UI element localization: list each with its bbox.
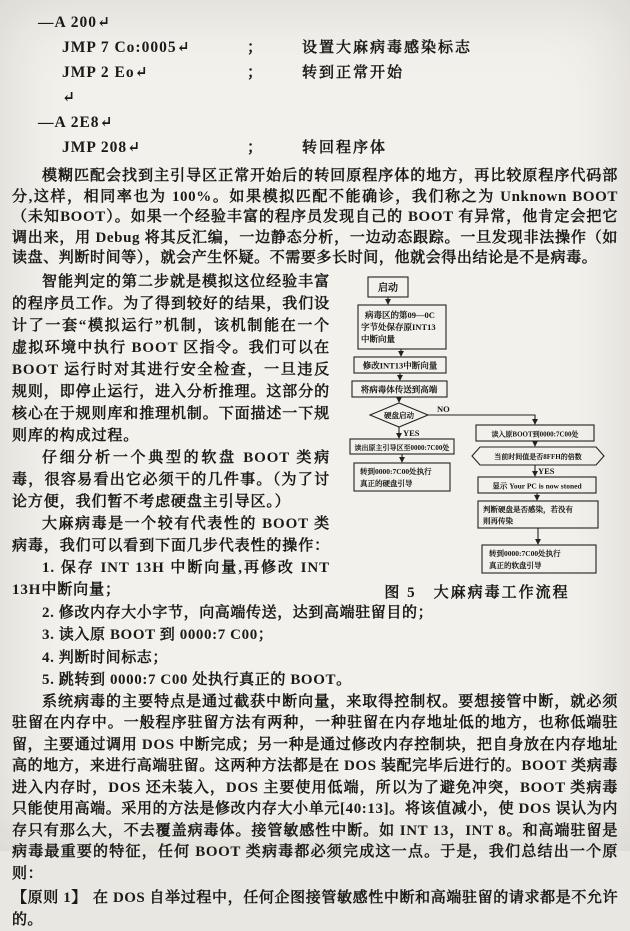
flow-node-jump-hd-boot xyxy=(354,463,450,491)
flow-text-jump-hd-2: 真正的硬盘引导 xyxy=(360,478,413,488)
flow-decision-time-check xyxy=(472,447,604,465)
principle-1-text: 在 DOS 自举过程中，任何企图接管敏感性中断和高端驻留的请求都是不允许的。 xyxy=(12,890,618,928)
flow-text-read-boot: 读入原BOOT到0000:7C00处 xyxy=(491,430,579,438)
paragraph-intelligent-judgement: 智能判定的第二步就是模拟这位经验丰富的程序员工作。为了得到较好的结果，我们设计了一套“模拟运行”机制，该机制能在一个虚拟环境中执行 BOOT 区指令。我们可以在 BOOT 运行时对其进行安全检查，一旦违反规则，即停止运行，进入分析推理。这部分的核心在于规则库和推理机制。下面描述一下规则库的构成过程。 xyxy=(12,273,331,444)
comment-separator: ； xyxy=(247,64,264,81)
debug-line xyxy=(12,60,618,85)
flow-text-jump-hd-1: 转到0000:7C00处执行 xyxy=(360,466,432,476)
list-item-5: 5. 跳转到 0000:7 C00 处执行真正的 BOOT。 xyxy=(42,672,352,688)
figure-5 xyxy=(330,271,618,602)
flow-text-save-3: 中断向量 xyxy=(361,333,396,344)
principle-1-tag: 【原则 1】 xyxy=(12,890,88,906)
debug-comment: 设置大麻病毒感染标志 xyxy=(302,40,473,56)
debug-command: —A 200↵ xyxy=(38,14,111,31)
flow-text-modify-int13: 修改INT13中断向量 xyxy=(362,360,438,370)
flow-text-jump-fd-1: 转到0000:7C00处执行 xyxy=(489,548,561,558)
flow-text-stoned-message: 显示 Your PC is now stoned xyxy=(492,481,582,490)
flow-node-modify-int13 xyxy=(354,357,446,373)
stoned-virus-flowchart xyxy=(348,273,606,577)
flow-node-infect-check xyxy=(478,501,598,528)
flow-label-yes: YES xyxy=(403,427,420,438)
figure-5-caption: 图 5 大麻病毒工作流程 xyxy=(384,584,570,601)
debug-line xyxy=(12,135,618,160)
flow-text-move-high: 将病毒体传送到高端 xyxy=(360,384,438,394)
flow-node-stoned-message xyxy=(478,477,596,493)
flow-text-infect-2: 则再传染 xyxy=(483,516,513,525)
flow-node-read-boot xyxy=(476,425,594,441)
list-item-1: 1. 保存 INT 13H 中断向量,再修改 INT 13H中断向量； xyxy=(12,559,330,598)
flow-node-move-high xyxy=(352,381,447,397)
list-item-2: 2. 修改内存大小字节，向高端传送，达到高端驻留目的； xyxy=(42,604,434,621)
paragraph-resident-methods: 系统病毒的主要特点是通过截获中断向量，来取得控制权。要想接管中断，就必须驻留在内存中。一般程序驻留方法有两种，一种驻留在内存地址低的地方，也称低端驻留，主要通过调用 DOS 中断完成；另一种是通过修改内存控制块，把自身放在内存地址高的地方，来进行高端驻留。这两种方法都是在 DOS 装配完毕后进行的。BOOT 类病毒进入内存时，DOS 还未装入，DOS 主要使用低端，所以为了避免冲突，BOOT 类病毒只能使用高端。采用的方法是修改内存大小单元[40:13]。将该值减小，使 DOS 误认为内存只有那么大，不去覆盖病毒体。接管敏感性中断。如 INT 13，INT 8。和高端驻留是病毒最重要的特征，任何 BOOT 类病毒都必须完成这一点。于是，我们总结出一个原则： xyxy=(12,693,618,882)
flow-label-yes-2: YES xyxy=(538,465,555,476)
flow-text-hd-boot: 硬盘启动 xyxy=(384,410,414,420)
left-text-column xyxy=(12,271,330,602)
return-glyph: ↵ xyxy=(62,89,76,106)
flow-text-start: 启动 xyxy=(378,282,398,294)
debug-line xyxy=(12,10,618,35)
comment-separator: ； xyxy=(247,39,264,56)
flow-decision-hd-boot xyxy=(370,403,428,427)
debug-listing xyxy=(12,10,618,160)
comment-separator: ； xyxy=(247,139,264,156)
debug-command: JMP 208↵ xyxy=(62,139,142,156)
flow-text-save-2: 字节处保存原INT13 xyxy=(361,321,436,332)
flow-text-time-check: 当前时间值是否8FFH的倍数 xyxy=(494,452,582,461)
flow-node-read-mbr xyxy=(350,439,454,454)
flow-text-save-1: 病毒区的第09—0C xyxy=(365,309,435,320)
flow-node-jump-fd-boot xyxy=(482,545,596,573)
debug-comment: 转到正常开始 xyxy=(302,65,405,81)
paragraph-fuzzy-match: 模糊匹配会找到主引导区正常开始后的转回原程序体的地方，再比较原程序代码部分,这样，相同率也为 100%。如果模拟匹配不能确诊，我们称之为 Unknown BOOT （未知BOOT）。如果一个经验丰富的程序员发现自己的 BOOT 有异常，他肯定会把它调出来，用 Debug 将其反汇编，一边静态分析，一边动态跟踪。一旦发现非法操作（如读盘、判断时间等），就会产生怀疑。不需要多长时间，他就会得出结论是不是病毒。 xyxy=(12,168,618,266)
principle-1 xyxy=(12,887,618,931)
flow-node-start xyxy=(368,277,408,297)
flow-text-infect-1: 判断硬盘是否感染，若没有 xyxy=(483,504,573,514)
flow-text-jump-fd-2: 真正的软盘引导 xyxy=(489,560,542,570)
debug-line xyxy=(12,35,618,60)
debug-comment: 转回程序体 xyxy=(302,140,388,156)
flow-node-save-vector xyxy=(358,305,446,349)
paragraph-stoned-virus-intro: 大麻病毒是一个较有代表性的 BOOT 类病毒，我们可以看到下面几步代表性的操作： xyxy=(12,515,331,554)
debug-command: —A 2E8↵ xyxy=(38,114,114,131)
virus-operation-list xyxy=(12,602,618,692)
flow-label-no: NO xyxy=(437,403,450,414)
debug-line xyxy=(12,85,618,110)
flow-text-read-mbr: 读出原主引导区至0000:7C00处 xyxy=(354,443,450,452)
debug-command: JMP 2 Eo↵ xyxy=(62,64,149,81)
two-column-section xyxy=(12,271,618,602)
debug-line xyxy=(12,110,618,135)
list-item-3: 3. 读入原 BOOT 到 0000:7 C00； xyxy=(42,627,274,643)
paragraph-analyze-boot-virus: 仔细分析一个典型的软盘 BOOT 类病毒，很容易看出它必须干的几件事。（为了讨论方便，我们暂不考虑硬盘主引导区。） xyxy=(12,449,330,510)
list-item-4: 4. 判断时间标志； xyxy=(42,649,169,666)
debug-command: JMP 7 Co:0005↵ xyxy=(62,39,191,56)
